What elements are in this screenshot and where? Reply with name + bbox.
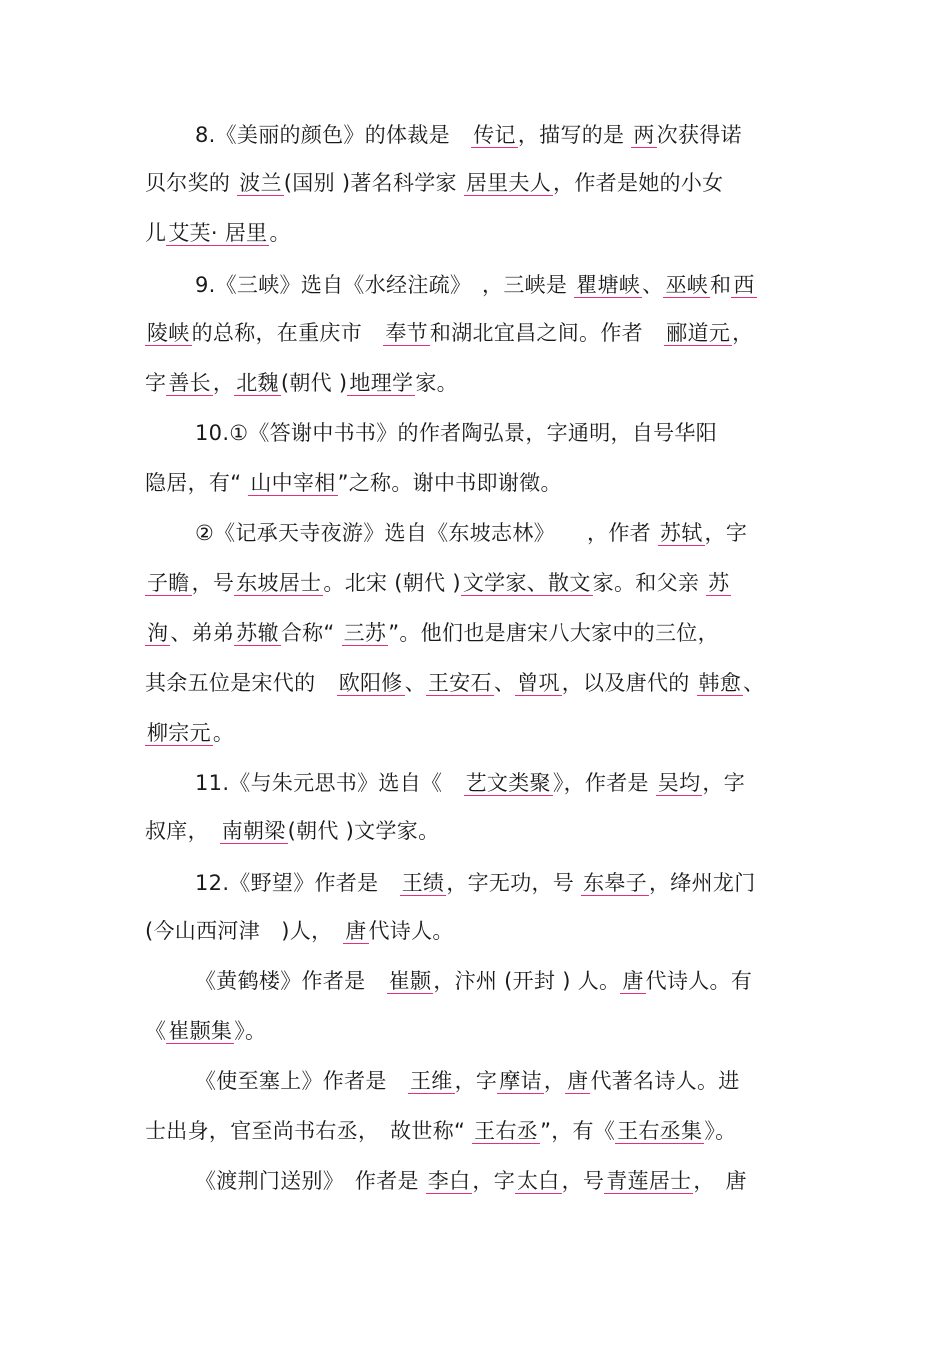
answer-underline: 唐	[345, 919, 367, 943]
answer-underline: 地理学	[349, 371, 414, 395]
answer-underline: 太白	[517, 1169, 560, 1193]
answer-underline: 王右丞	[474, 1119, 539, 1143]
answer-underline: 奉节	[385, 321, 428, 345]
text-line: 柳宗元。	[147, 721, 235, 745]
answer-underline: 王维	[410, 1069, 453, 1093]
text-line: 9.《三峡》选自《水经注疏》 ，三峡是 瞿塘峡、巫峡和西	[195, 273, 755, 297]
answer-underline: 东皋子	[583, 871, 647, 895]
answer-underline: 唐	[622, 969, 644, 993]
answer-underline: 洵	[147, 621, 169, 645]
answer-underline: 艺文类聚	[465, 771, 551, 795]
answer-underline: 吴均	[657, 771, 701, 795]
text-line: 洵、弟弟苏辙合称“ 三苏”。他们也是唐宋八大家中的三位，	[147, 621, 719, 645]
answer-underline: 欧阳修	[338, 671, 403, 695]
text-line: 隐居，有“ 山中宰相”之称。谢中书即谢徵。	[145, 471, 562, 495]
answer-underline: 善长	[168, 371, 211, 395]
answer-underline: 苏轼	[659, 521, 703, 545]
text-line: 12.《野望》作者是 王绩，字无功，号 东皋子，绛州龙门	[195, 871, 756, 895]
text-line: 其余五位是宋代的 欧阳修、王安石、曾巩，以及唐代的 韩愈、	[145, 671, 765, 695]
answer-underline: 唐	[567, 1069, 589, 1093]
text-line: 《使至塞上》作者是 王维，字摩诘，唐代著名诗人。进	[195, 1069, 740, 1093]
text-line: ②《记承天寺夜游》选自《东坡志林》 ，作者 苏轼，字	[195, 521, 748, 545]
answer-underline: 南朝梁	[221, 819, 286, 843]
text-line: 11.《与朱元思书》选自《 艺文类聚》，作者是 吴均，字	[195, 771, 746, 795]
answer-underline: 郦道元	[666, 321, 731, 345]
answer-underline: 苏辙	[236, 621, 279, 645]
text-line: 士出身，官至尚书右丞， 故世称“ 王右丞”，有《王右丞集》。	[145, 1119, 737, 1143]
answer-underline: 北魏	[236, 371, 279, 395]
answer-underline: 西	[733, 273, 755, 297]
answer-underline: 王绩	[401, 871, 445, 895]
answer-underline: 王安石	[427, 671, 492, 695]
answer-underline: 巫峡	[665, 273, 709, 297]
text-line: 《黄鹤楼》作者是 崔颢，汴州 (开封 ) 人。唐代诗人。有	[195, 969, 753, 993]
answer-underline: 三苏	[343, 621, 387, 645]
answer-underline: 居里夫人	[465, 171, 552, 195]
answer-underline: 李白	[427, 1169, 471, 1193]
answer-underline: 苏	[708, 571, 730, 595]
answer-underline: 波兰	[239, 171, 282, 195]
answer-underline: 东坡居士	[236, 571, 322, 595]
answer-underline: 摩诘	[499, 1069, 542, 1093]
text-line: 10.①《答谢中书书》的作者陶弘景，字通明，自号华阳	[195, 421, 718, 445]
text-line: 字善长，北魏(朝代 )地理学家。	[145, 371, 458, 395]
text-line: 贝尔奖的 波兰(国别 )著名科学家 居里夫人，作者是她的小女	[145, 171, 724, 195]
text-line: 《崔颢集》。	[145, 1019, 267, 1043]
answer-underline: 陵峡	[147, 321, 190, 345]
answer-underline: 传记	[473, 123, 516, 147]
answer-underline: 柳宗元	[147, 721, 211, 745]
text-line: 儿艾芙· 居里。	[145, 221, 291, 245]
answer-underline: 瞿塘峡	[576, 273, 641, 297]
answer-underline: 崔颢	[388, 969, 432, 993]
text-line: (今山西河津 )人， 唐代诗人。	[145, 919, 454, 943]
text-line: 子瞻，号东坡居士。北宋 (朝代 )文学家、散文家。和父亲 苏	[147, 571, 730, 595]
answer-underline: 两	[633, 123, 655, 147]
answer-underline: 山中宰相	[250, 471, 336, 495]
answer-underline: 崔颢集	[168, 1019, 233, 1043]
answer-underline: 艾芙· 居里	[168, 221, 268, 245]
text-line: 8.《美丽的颜色》的体裁是 传记，描写的是 两次获得诺	[195, 123, 742, 147]
text-line: 陵峡的总称，在重庆市 奉节和湖北宜昌之间。作者 郦道元，	[147, 321, 754, 345]
answer-underline: 王右丞集	[617, 1119, 703, 1143]
answer-underline: 子瞻	[147, 571, 190, 595]
answer-underline: 韩愈	[698, 671, 742, 695]
answer-underline: 曾巩	[517, 671, 560, 695]
answer-underline: 青莲居士	[606, 1169, 692, 1193]
text-line: 叔庠， 南朝梁(朝代 )文学家。	[145, 819, 440, 843]
answer-underline: 文学家、散文	[462, 571, 591, 595]
text-line: 《渡荆门送别》 作者是 李白，字太白，号青莲居士， 唐	[195, 1169, 747, 1193]
